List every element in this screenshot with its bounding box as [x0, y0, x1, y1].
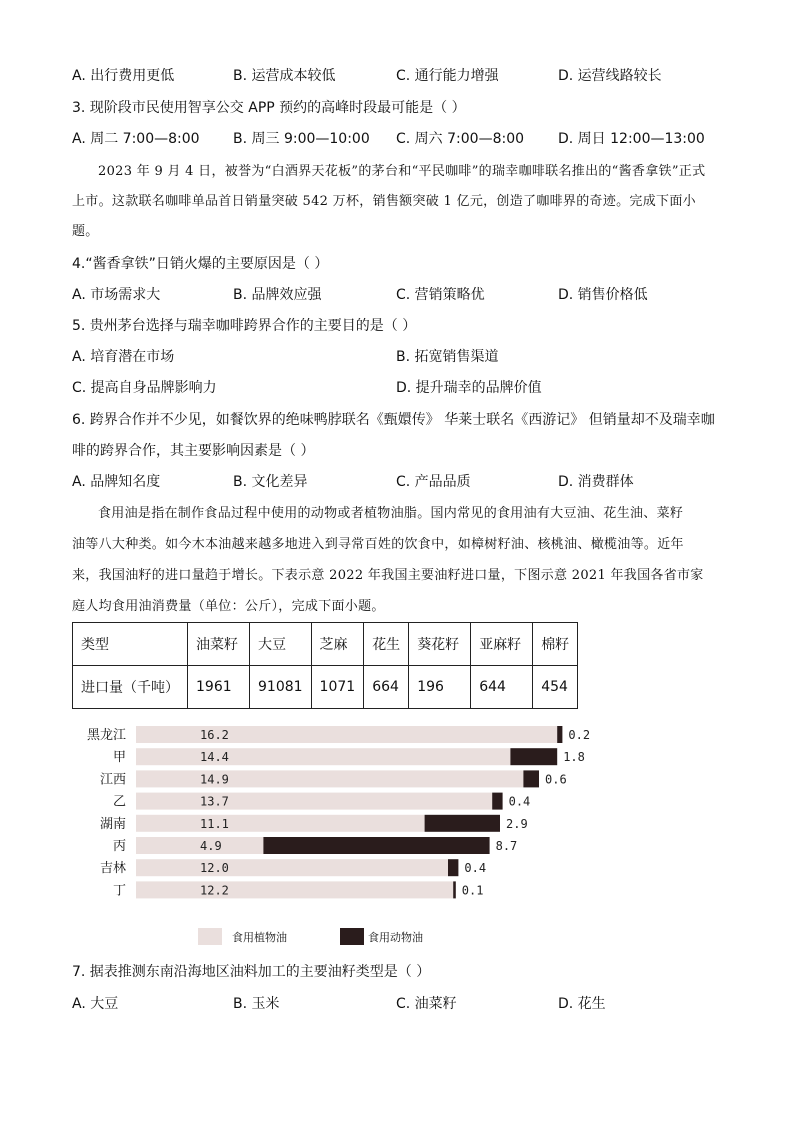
- plant-oil-bar: [136, 748, 510, 765]
- table-header-row: [73, 623, 578, 666]
- category-label: 乙: [112, 794, 126, 810]
- q5-option-c[interactable]: C. 提高自身品牌影响力: [72, 380, 217, 396]
- q5-option-a[interactable]: A. 培育潜在市场: [72, 349, 175, 365]
- passage2-line-2: 油等八大种类。如今木本油越来越多地进入到寻常百姓的饮食中，如樟树籽油、核桃油、橄榄油等。近年: [72, 537, 684, 552]
- oilseed-import-table: [72, 622, 578, 709]
- q7-option-a[interactable]: A. 大豆: [72, 996, 119, 1012]
- animal-oil-bar: [492, 793, 502, 810]
- table-cell: 进口量（千吨）: [73, 666, 188, 709]
- category-label: 江西: [99, 772, 126, 788]
- animal-oil-bar: [425, 815, 500, 832]
- table-header-cell: 大豆: [250, 623, 312, 666]
- animal-oil-value-label: 0.4: [508, 794, 531, 809]
- q3-option-a[interactable]: A. 周二 7:00—8:00: [72, 131, 200, 147]
- animal-oil-value-label: 0.6: [545, 772, 567, 787]
- q2-option-c[interactable]: C. 通行能力增强: [396, 68, 499, 84]
- plant-oil-value-label: 13.7: [200, 794, 229, 809]
- plant-oil-bar: [136, 881, 453, 898]
- plant-oil-value-label: 14.9: [200, 772, 229, 787]
- legend-label-plant: 食用植物油: [232, 931, 287, 944]
- animal-oil-bar: [263, 837, 489, 854]
- animal-oil-bar: [448, 859, 458, 876]
- category-label: 湖南: [99, 816, 126, 832]
- legend-swatch-animal: [340, 928, 364, 945]
- legend-swatch-plant: [198, 928, 222, 945]
- q4-option-d[interactable]: D. 销售价格低: [558, 287, 648, 303]
- plant-oil-bar: [136, 770, 523, 787]
- animal-oil-bar: [523, 770, 539, 787]
- table-header-cell: 花生: [364, 623, 409, 666]
- category-label: 吉林: [99, 861, 126, 877]
- animal-oil-value-label: 1.8: [563, 750, 585, 765]
- plant-oil-value-label: 16.2: [200, 728, 229, 742]
- plant-oil-bar: [136, 859, 448, 876]
- category-label: 黑龙江: [86, 728, 126, 743]
- q4-option-b[interactable]: B. 品牌效应强: [233, 287, 322, 303]
- table-header-cell: 葵花籽: [409, 623, 471, 666]
- table-cell: 196: [409, 666, 471, 709]
- table-cell: 1071: [311, 666, 364, 709]
- animal-oil-bar: [557, 726, 562, 743]
- table-cell: 644: [471, 666, 533, 709]
- table-header-cell: 棉籽: [533, 623, 578, 666]
- q3-option-b[interactable]: B. 周三 9:00—10:00: [233, 131, 370, 147]
- legend-label-animal: 食用动物油: [368, 931, 423, 944]
- q4-option-c[interactable]: C. 营销策略优: [396, 287, 485, 303]
- q6-option-b[interactable]: B. 文化差异: [233, 474, 308, 490]
- q6-option-d[interactable]: D. 消费群体: [558, 474, 634, 490]
- q7-stem: 7. 据表推测东南沿海地区油料加工的主要油籽类型是（ ）: [72, 964, 431, 980]
- table-cell: 91081: [250, 666, 312, 709]
- animal-oil-value-label: 0.2: [568, 728, 591, 742]
- table-cell: 454: [533, 666, 578, 709]
- q6-stem-line-2: 啡的跨界合作，其主要影响因素是（ ）: [72, 443, 315, 459]
- table-header-cell: 亚麻籽: [471, 623, 533, 666]
- q2-option-b[interactable]: B. 运营成本较低: [233, 68, 336, 84]
- q4-option-a[interactable]: A. 市场需求大: [72, 287, 161, 303]
- q6-option-a[interactable]: A. 品牌知名度: [72, 474, 161, 490]
- plant-oil-value-label: 12.2: [200, 883, 229, 898]
- passage1-line-3: 题。: [72, 224, 99, 239]
- q3-stem: 3. 现阶段市民使用智享公交 APP 预约的高峰时段最可能是（ ）: [72, 100, 466, 116]
- table-header-cell: 油菜籽: [188, 623, 250, 666]
- plant-oil-value-label: 4.9: [200, 839, 222, 853]
- plant-oil-value-label: 12.0: [200, 861, 229, 876]
- table-row: [73, 666, 578, 709]
- table-header-cell: 类型: [73, 623, 188, 666]
- animal-oil-value-label: 0.1: [461, 883, 484, 898]
- q6-option-c[interactable]: C. 产品品质: [396, 474, 471, 490]
- table-cell: 1961: [188, 666, 250, 709]
- passage2-line-3: 来，我国油籽的进口量趋于增长。下表示意 2022 年我国主要油籽进口量，下图示意 2021 年我国各省市家: [72, 568, 704, 583]
- q2-option-d[interactable]: D. 运营线路较长: [558, 68, 662, 84]
- category-label: 丙: [112, 839, 126, 854]
- animal-oil-value-label: 2.9: [506, 816, 528, 831]
- plant-oil-value-label: 14.4: [200, 750, 229, 765]
- passage2-line-4: 庭人均食用油消费量（单位：公斤），完成下面小题。: [72, 599, 385, 614]
- category-label: 甲: [112, 750, 126, 766]
- q3-option-c[interactable]: C. 周六 7:00—8:00: [396, 131, 525, 147]
- animal-oil-value-label: 0.4: [464, 861, 487, 876]
- q5-option-d[interactable]: D. 提升瑞幸的品牌价值: [396, 380, 542, 396]
- plant-oil-value-label: 11.1: [200, 816, 229, 831]
- table-header-cell: 芝麻: [311, 623, 364, 666]
- animal-oil-bar: [510, 748, 557, 765]
- plant-oil-bar: [136, 793, 492, 810]
- q2-option-a[interactable]: A. 出行费用更低: [72, 68, 175, 84]
- table-cell: 664: [364, 666, 409, 709]
- category-label: 丁: [112, 883, 126, 899]
- q4-stem: 4.“酱香拿铁”日销火爆的主要原因是（ ）: [72, 256, 329, 272]
- plant-oil-bar: [136, 815, 425, 832]
- passage1-line-1: 2023 年 9 月 4 日，被誉为“白酒界天花板”的茅台和“平民咖啡”的瑞幸咖啡联名推出的“酱香拿铁”正式: [98, 164, 706, 179]
- q6-stem-line-1: 6. 跨界合作并不少见，如餐饮界的绝味鸭脖联名《甄嬛传》 华莱士联名《西游记》 但销量却不及瑞幸咖: [72, 412, 715, 428]
- animal-oil-bar: [453, 881, 456, 898]
- oil-consumption-chart: [70, 718, 690, 956]
- animal-oil-value-label: 8.7: [495, 839, 518, 853]
- q7-option-b[interactable]: B. 玉米: [233, 996, 280, 1012]
- q5-stem: 5. 贵州茅台选择与瑞幸咖啡跨界合作的主要目的是（ ）: [72, 318, 417, 334]
- q3-option-d[interactable]: D. 周日 12:00—13:00: [558, 131, 705, 147]
- q5-option-b[interactable]: B. 拓宽销售渠道: [396, 349, 499, 365]
- q7-option-c[interactable]: C. 油菜籽: [396, 996, 457, 1012]
- passage2-line-1: 食用油是指在制作食品过程中使用的动物或者植物油脂。国内常见的食用油有大豆油、花生油、菜籽: [98, 506, 684, 521]
- q7-option-d[interactable]: D. 花生: [558, 996, 606, 1012]
- passage1-line-2: 上市。这款联名咖啡单品首日销量突破 542 万杯，销售额突破 1 亿元，创造了咖啡界的奇迹。完成下面小: [72, 194, 696, 209]
